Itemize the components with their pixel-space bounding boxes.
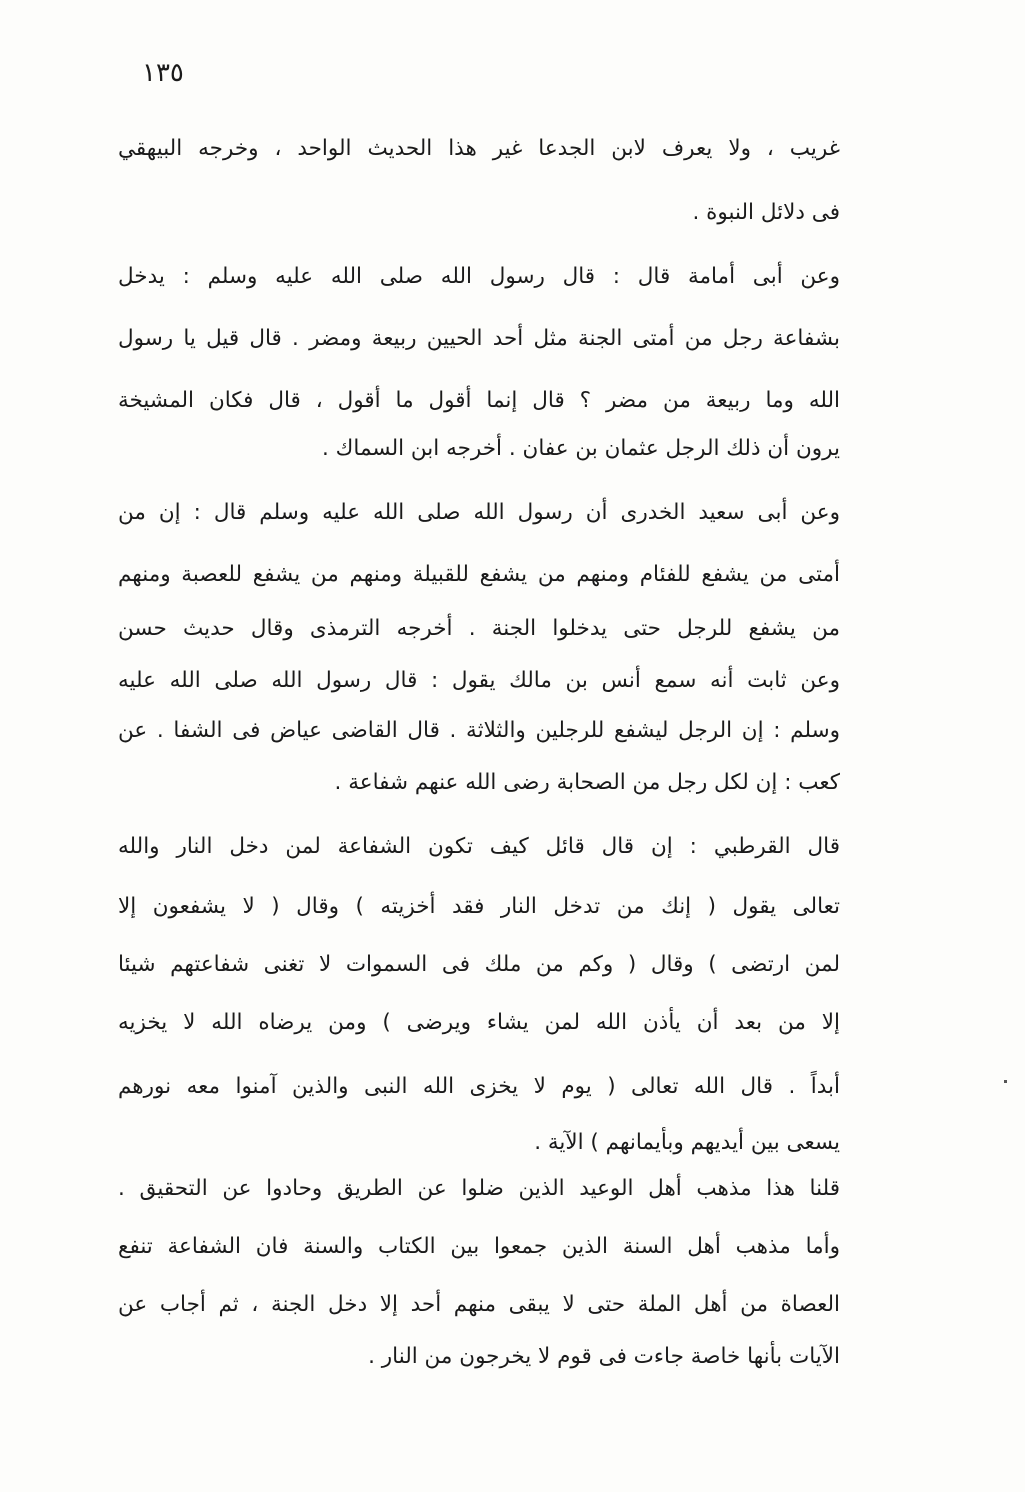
text-line: وأما مذهب أهل السنة الذين جمعوا بين الكتاب والسنة فان الشفاعة تنفع	[118, 1234, 840, 1259]
text-line: وعن ثابت أنه سمع أنس بن مالك يقول : قال رسول الله صلى الله عليه	[118, 668, 840, 693]
text-line: من يشفع للرجل حتى يدخلوا الجنة . أخرجه الترمذى وقال حديث حسن	[118, 616, 840, 641]
text-line: لمن ارتضى ) وقال ( وكم من ملك فى السموات لا تغنى شفاعتهم شيئا	[118, 952, 840, 977]
text-line: بشفاعة رجل من أمتى الجنة مثل أحد الحيين ربيعة ومضر . قال قيل يا رسول	[118, 326, 840, 351]
body-text	[118, 0, 840, 1400]
text-line: وعن أبى سعيد الخدرى أن رسول الله صلى الله عليه وسلم قال : إن من	[118, 500, 840, 525]
text-line: أبداً . قال الله تعالى ( يوم لا يخزى الله النبى والذين آمنوا معه نورهم	[118, 1074, 840, 1099]
text-line: يرون أن ذلك الرجل عثمان بن عفان . أخرجه ابن السماك .	[322, 436, 840, 461]
text-line: كعب : إن لكل رجل من الصحابة رضى الله عنهم شفاعة .	[334, 770, 840, 795]
text-line: وسلم : إن الرجل ليشفع للرجلين والثلاثة . قال القاضى عياض فى الشفا . عن	[118, 718, 840, 743]
text-line: الآيات بأنها خاصة جاءت فى قوم لا يخرجون من النار .	[368, 1344, 840, 1369]
text-line: قال القرطبي : إن قال قائل كيف تكون الشفاعة لمن دخل النار والله	[118, 834, 840, 859]
text-line: العصاة من أهل الملة حتى لا يبقى منهم أحد إلا دخل الجنة ، ثم أجاب عن	[118, 1292, 840, 1317]
margin-mark	[1004, 1080, 1007, 1083]
text-line: تعالى يقول ( إنك من تدخل النار فقد أخزيته ) وقال ( لا يشفعون إلا	[118, 894, 840, 919]
text-line: يسعى بين أيديهم وبأيمانهم ) الآية .	[534, 1130, 840, 1155]
text-line: قلنا هذا مذهب أهل الوعيد الذين ضلوا عن الطريق وحادوا عن التحقيق .	[118, 1176, 840, 1201]
page-number: ١٣٥	[142, 58, 184, 88]
text-line: وعن أبى أمامة قال : قال رسول الله صلى الله عليه وسلم : يدخل	[118, 264, 840, 289]
text-line: الله وما ربيعة من مضر ؟ قال إنما أقول ما أقول ، قال فكان المشيخة	[118, 388, 840, 413]
text-line: غريب ، ولا يعرف لابن الجدعا غير هذا الحديث الواحد ، وخرجه البيهقي	[118, 136, 840, 161]
text-line: فى دلائل النبوة .	[692, 200, 840, 225]
text-line: إلا من بعد أن يأذن الله لمن يشاء ويرضى ) ومن يرضاه الله لا يخزيه	[118, 1010, 840, 1035]
text-line: أمتى من يشفع للفئام ومنهم من يشفع للقبيلة ومنهم من يشفع للعصبة ومنهم	[118, 562, 840, 587]
